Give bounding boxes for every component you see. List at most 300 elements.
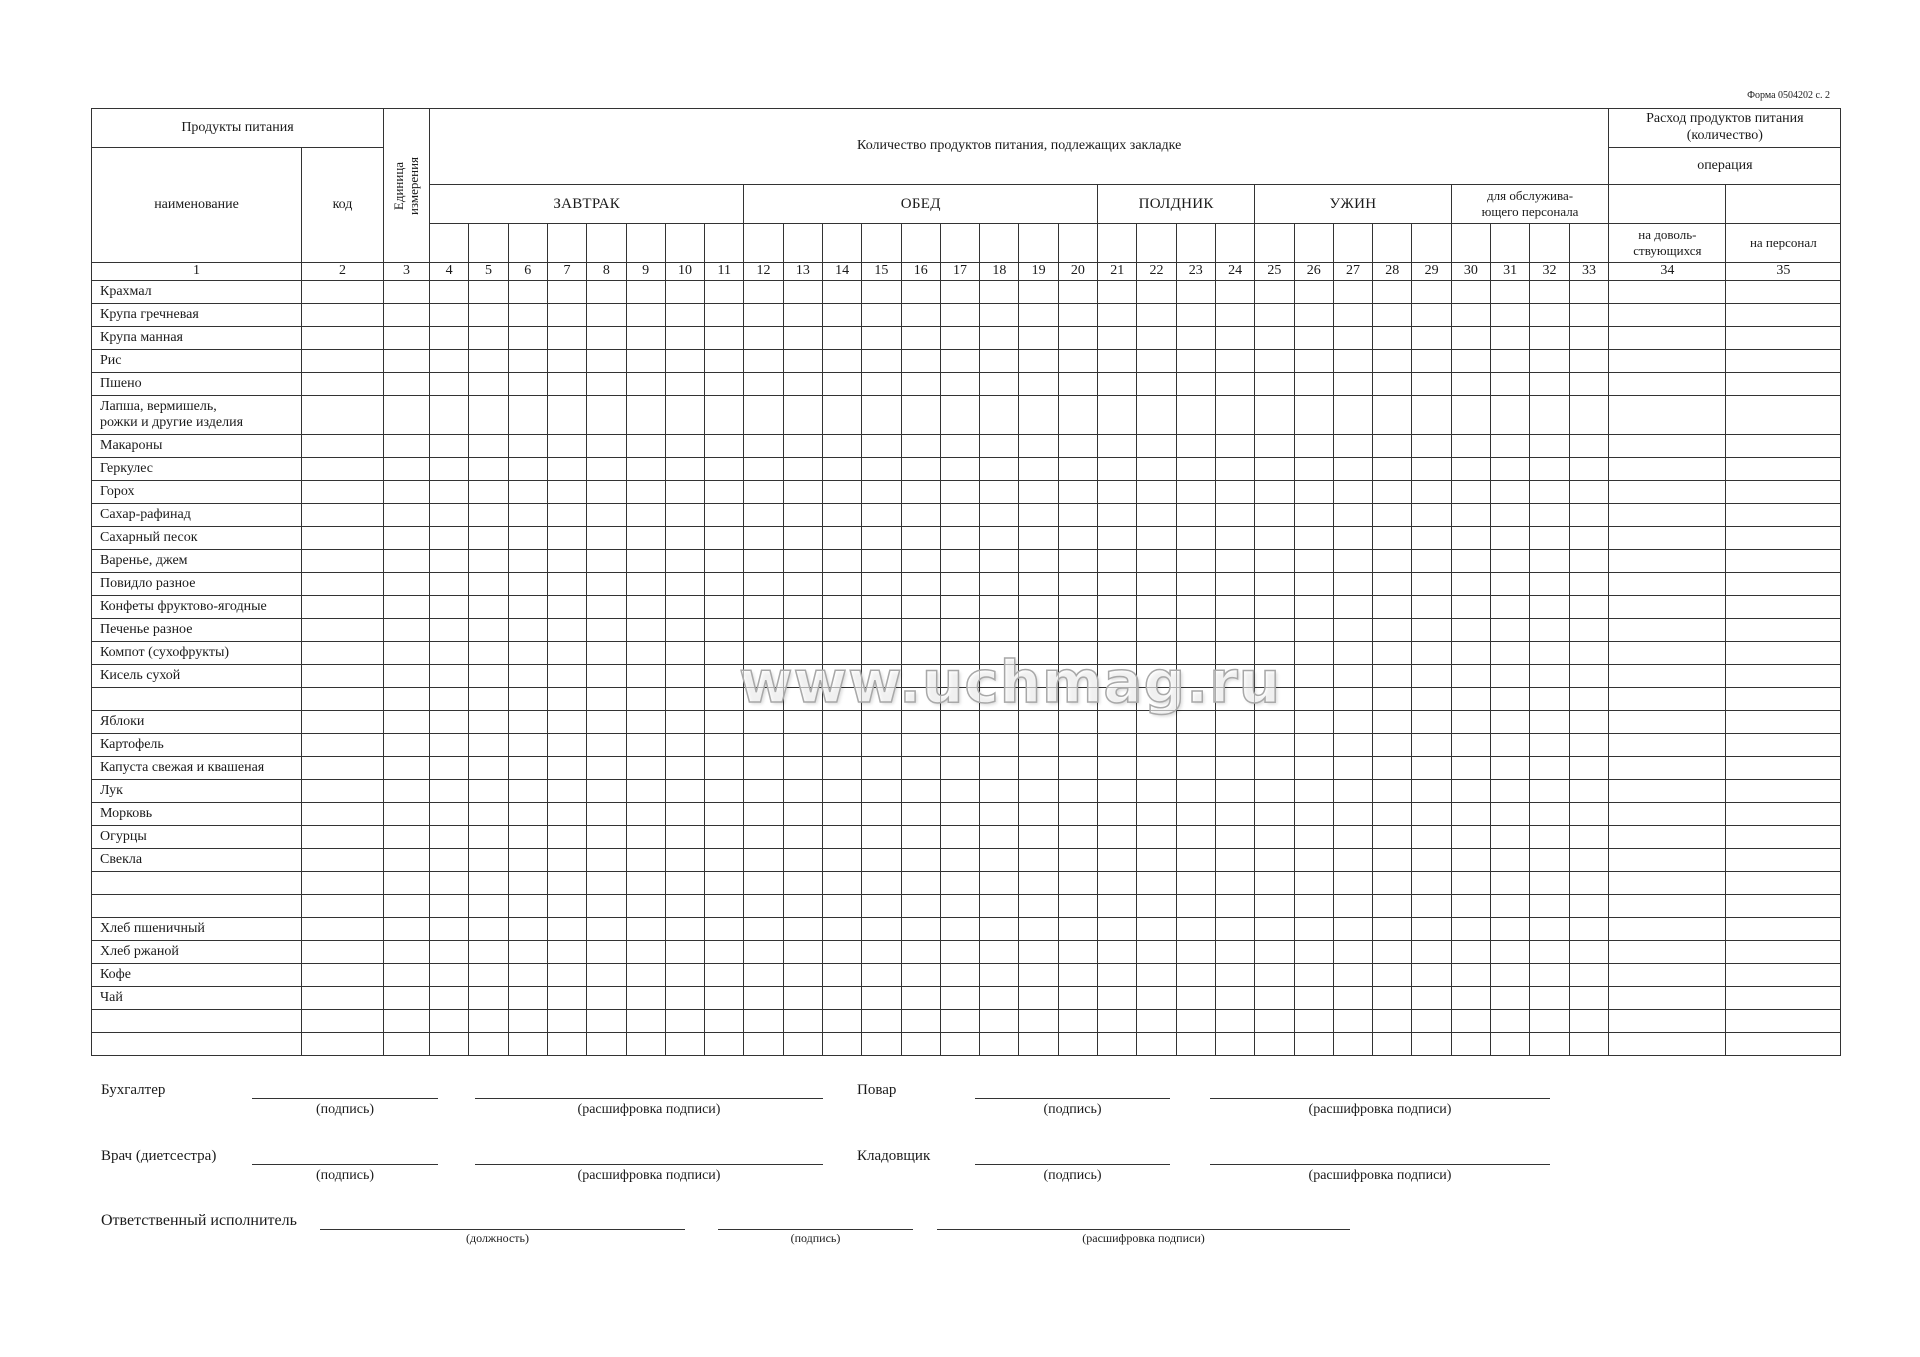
entry-cell[interactable] [1176,710,1215,733]
entry-cell[interactable] [1019,664,1058,687]
entry-cell[interactable] [1058,986,1097,1009]
entry-cell[interactable] [940,503,979,526]
entry-cell[interactable] [744,894,783,917]
entry-cell[interactable] [980,595,1019,618]
entry-cell[interactable] [705,395,744,434]
storekeeper-decoding-line[interactable] [1210,1164,1550,1165]
entry-cell[interactable] [1569,395,1609,434]
entry-cell[interactable] [1451,503,1490,526]
entry-cell[interactable] [1294,986,1333,1009]
entry-cell[interactable] [547,779,586,802]
entry-cell[interactable] [626,963,665,986]
entry-cell[interactable] [901,917,940,940]
entry-cell[interactable] [1137,349,1176,372]
entry-cell[interactable] [1333,756,1372,779]
entry-cell[interactable] [1333,687,1372,710]
entry-cell[interactable] [744,434,783,457]
entry-cell[interactable] [1255,595,1294,618]
entry-cell[interactable] [822,572,861,595]
entry-cell[interactable] [783,303,822,326]
entry-cell[interactable] [1373,457,1412,480]
entry-cell[interactable] [862,480,901,503]
entry-cell[interactable] [705,940,744,963]
entry-cell[interactable] [1726,779,1841,802]
entry-cell[interactable] [1530,526,1569,549]
entry-cell[interactable] [665,710,704,733]
entry-cell[interactable] [665,303,704,326]
entry-cell[interactable] [1215,641,1254,664]
entry-cell[interactable] [1019,963,1058,986]
entry-cell[interactable] [1137,1009,1176,1032]
entry-cell[interactable] [547,687,586,710]
entry-cell[interactable] [1373,871,1412,894]
entry-cell[interactable] [1451,395,1490,434]
entry-cell[interactable] [508,963,547,986]
entry-cell[interactable] [1255,779,1294,802]
entry-cell[interactable] [744,1009,783,1032]
entry-cell[interactable] [901,303,940,326]
entry-cell[interactable] [547,572,586,595]
entry-cell[interactable] [665,480,704,503]
entry-cell[interactable] [1609,572,1726,595]
entry-cell[interactable] [862,457,901,480]
entry-cell[interactable] [822,687,861,710]
entry-cell[interactable] [1412,710,1451,733]
entry-cell[interactable] [1333,595,1372,618]
entry-cell[interactable] [744,710,783,733]
entry-cell[interactable] [1530,802,1569,825]
entry-cell[interactable] [1726,572,1841,595]
entry-cell[interactable] [302,526,384,549]
entry-cell[interactable] [469,687,508,710]
entry-cell[interactable] [1019,641,1058,664]
entry-cell[interactable] [862,395,901,434]
entry-cell[interactable] [1137,326,1176,349]
entry-cell[interactable] [1569,940,1609,963]
entry-cell[interactable] [862,894,901,917]
entry-cell[interactable] [940,280,979,303]
entry-cell[interactable] [302,572,384,595]
entry-cell[interactable] [665,549,704,572]
entry-cell[interactable] [1176,503,1215,526]
entry-cell[interactable] [1412,756,1451,779]
entry-cell[interactable] [1412,1032,1451,1055]
entry-cell[interactable] [626,549,665,572]
entry-cell[interactable] [1726,595,1841,618]
entry-cell[interactable] [1098,963,1137,986]
entry-cell[interactable] [1491,280,1530,303]
entry-cell[interactable] [1569,894,1609,917]
entry-cell[interactable] [626,303,665,326]
entry-cell[interactable] [547,940,586,963]
entry-cell[interactable] [469,779,508,802]
entry-cell[interactable] [626,664,665,687]
entry-cell[interactable] [665,733,704,756]
entry-cell[interactable] [1098,825,1137,848]
entry-cell[interactable] [705,641,744,664]
entry-cell[interactable] [1451,618,1490,641]
entry-cell[interactable] [1294,572,1333,595]
entry-cell[interactable] [1215,1009,1254,1032]
entry-cell[interactable] [1058,963,1097,986]
entry-cell[interactable] [1530,986,1569,1009]
entry-cell[interactable] [1098,372,1137,395]
entry-cell[interactable] [1412,618,1451,641]
entry-cell[interactable] [940,779,979,802]
entry-cell[interactable] [1373,526,1412,549]
entry-cell[interactable] [587,894,626,917]
entry-cell[interactable] [1137,457,1176,480]
entry-cell[interactable] [508,549,547,572]
entry-cell[interactable] [430,326,469,349]
entry-cell[interactable] [1609,549,1726,572]
entry-cell[interactable] [302,825,384,848]
entry-cell[interactable] [1333,825,1372,848]
entry-cell[interactable] [980,687,1019,710]
entry-cell[interactable] [1333,549,1372,572]
entry-cell[interactable] [1726,733,1841,756]
entry-cell[interactable] [1255,618,1294,641]
entry-cell[interactable] [744,687,783,710]
entry-cell[interactable] [822,871,861,894]
entry-cell[interactable] [705,572,744,595]
entry-cell[interactable] [744,641,783,664]
entry-cell[interactable] [1609,664,1726,687]
entry-cell[interactable] [980,549,1019,572]
entry-cell[interactable] [744,549,783,572]
doctor-signature-line[interactable] [252,1164,438,1165]
entry-cell[interactable] [384,434,430,457]
entry-cell[interactable] [822,280,861,303]
entry-cell[interactable] [1215,871,1254,894]
entry-cell[interactable] [469,756,508,779]
entry-cell[interactable] [384,894,430,917]
entry-cell[interactable] [862,434,901,457]
entry-cell[interactable] [744,664,783,687]
entry-cell[interactable] [1137,963,1176,986]
entry-cell[interactable] [822,894,861,917]
entry-cell[interactable] [1333,917,1372,940]
entry-cell[interactable] [508,326,547,349]
entry-cell[interactable] [1530,395,1569,434]
entry-cell[interactable] [1098,503,1137,526]
entry-cell[interactable] [705,986,744,1009]
entry-cell[interactable] [1609,480,1726,503]
entry-cell[interactable] [980,871,1019,894]
entry-cell[interactable] [1451,733,1490,756]
entry-cell[interactable] [1215,986,1254,1009]
entry-cell[interactable] [822,825,861,848]
entry-cell[interactable] [547,349,586,372]
entry-cell[interactable] [1058,756,1097,779]
entry-cell[interactable] [1412,802,1451,825]
entry-cell[interactable] [1373,618,1412,641]
entry-cell[interactable] [1333,349,1372,372]
entry-cell[interactable] [1098,802,1137,825]
entry-cell[interactable] [1726,825,1841,848]
entry-cell[interactable] [1333,303,1372,326]
entry-cell[interactable] [1058,825,1097,848]
entry-cell[interactable] [940,710,979,733]
entry-cell[interactable] [705,372,744,395]
entry-cell[interactable] [587,349,626,372]
entry-cell[interactable] [705,779,744,802]
entry-cell[interactable] [1609,434,1726,457]
entry-cell[interactable] [940,802,979,825]
entry-cell[interactable] [1176,848,1215,871]
entry-cell[interactable] [744,349,783,372]
entry-cell[interactable] [940,871,979,894]
entry-cell[interactable] [744,480,783,503]
entry-cell[interactable] [1530,372,1569,395]
entry-cell[interactable] [1412,326,1451,349]
entry-cell[interactable] [1609,894,1726,917]
entry-cell[interactable] [430,595,469,618]
entry-cell[interactable] [469,986,508,1009]
entry-cell[interactable] [901,710,940,733]
entry-cell[interactable] [822,480,861,503]
entry-cell[interactable] [1530,618,1569,641]
entry-cell[interactable] [1491,687,1530,710]
entry-cell[interactable] [587,848,626,871]
entry-cell[interactable] [705,894,744,917]
entry-cell[interactable] [980,917,1019,940]
entry-cell[interactable] [1098,871,1137,894]
entry-cell[interactable] [1491,572,1530,595]
entry-cell[interactable] [430,349,469,372]
entry-cell[interactable] [430,802,469,825]
entry-cell[interactable] [1451,710,1490,733]
entry-cell[interactable] [665,457,704,480]
entry-cell[interactable] [1569,802,1609,825]
entry-cell[interactable] [1098,710,1137,733]
entry-cell[interactable] [469,710,508,733]
entry-cell[interactable] [1726,1009,1841,1032]
entry-cell[interactable] [822,940,861,963]
entry-cell[interactable] [980,710,1019,733]
entry-cell[interactable] [1491,372,1530,395]
entry-cell[interactable] [822,641,861,664]
entry-cell[interactable] [1491,526,1530,549]
entry-cell[interactable] [1373,349,1412,372]
entry-cell[interactable] [665,503,704,526]
entry-cell[interactable] [508,848,547,871]
entry-cell[interactable] [1373,848,1412,871]
entry-cell[interactable] [626,372,665,395]
entry-cell[interactable] [547,618,586,641]
entry-cell[interactable] [744,963,783,986]
entry-cell[interactable] [1412,779,1451,802]
entry-cell[interactable] [1609,1009,1726,1032]
entry-cell[interactable] [862,641,901,664]
entry-cell[interactable] [1530,641,1569,664]
entry-cell[interactable] [1019,940,1058,963]
entry-cell[interactable] [1215,503,1254,526]
entry-cell[interactable] [302,871,384,894]
entry-cell[interactable] [1726,871,1841,894]
entry-cell[interactable] [980,963,1019,986]
entry-cell[interactable] [547,1009,586,1032]
entry-cell[interactable] [940,687,979,710]
entry-cell[interactable] [430,457,469,480]
entry-cell[interactable] [508,917,547,940]
entry-cell[interactable] [1294,710,1333,733]
entry-cell[interactable] [1412,372,1451,395]
entry-cell[interactable] [1726,434,1841,457]
entry-cell[interactable] [384,1032,430,1055]
entry-cell[interactable] [822,963,861,986]
entry-cell[interactable] [1726,917,1841,940]
entry-cell[interactable] [744,1032,783,1055]
entry-cell[interactable] [822,372,861,395]
entry-cell[interactable] [744,572,783,595]
entry-cell[interactable] [901,480,940,503]
entry-cell[interactable] [1019,802,1058,825]
entry-cell[interactable] [1373,917,1412,940]
entry-cell[interactable] [1333,710,1372,733]
entry-cell[interactable] [1412,303,1451,326]
entry-cell[interactable] [1176,526,1215,549]
entry-cell[interactable] [1215,395,1254,434]
entry-cell[interactable] [1137,848,1176,871]
entry-cell[interactable] [587,549,626,572]
entry-cell[interactable] [626,986,665,1009]
entry-cell[interactable] [1294,395,1333,434]
entry-cell[interactable] [430,572,469,595]
entry-cell[interactable] [1176,986,1215,1009]
entry-cell[interactable] [1058,280,1097,303]
entry-cell[interactable] [1530,779,1569,802]
entry-cell[interactable] [1176,664,1215,687]
entry-cell[interactable] [469,825,508,848]
entry-cell[interactable] [1333,871,1372,894]
entry-cell[interactable] [744,503,783,526]
entry-cell[interactable] [940,664,979,687]
entry-cell[interactable] [1098,894,1137,917]
entry-cell[interactable] [1491,871,1530,894]
entry-cell[interactable] [940,986,979,1009]
entry-cell[interactable] [1412,595,1451,618]
entry-cell[interactable] [587,710,626,733]
entry-cell[interactable] [469,664,508,687]
entry-cell[interactable] [783,779,822,802]
entry-cell[interactable] [1726,503,1841,526]
entry-cell[interactable] [1255,917,1294,940]
entry-cell[interactable] [1373,1009,1412,1032]
entry-cell[interactable] [1294,280,1333,303]
entry-cell[interactable] [1255,641,1294,664]
entry-cell[interactable] [1609,503,1726,526]
entry-cell[interactable] [587,802,626,825]
entry-cell[interactable] [430,503,469,526]
entry-cell[interactable] [783,1009,822,1032]
entry-cell[interactable] [862,986,901,1009]
entry-cell[interactable] [1726,963,1841,986]
entry-cell[interactable] [1058,687,1097,710]
entry-cell[interactable] [626,280,665,303]
entry-cell[interactable] [547,434,586,457]
entry-cell[interactable] [940,894,979,917]
entry-cell[interactable] [1451,480,1490,503]
entry-cell[interactable] [547,894,586,917]
entry-cell[interactable] [1609,940,1726,963]
entry-cell[interactable] [1137,940,1176,963]
entry-cell[interactable] [1333,733,1372,756]
entry-cell[interactable] [587,641,626,664]
entry-cell[interactable] [822,457,861,480]
entry-cell[interactable] [1215,825,1254,848]
entry-cell[interactable] [1726,457,1841,480]
entry-cell[interactable] [901,1032,940,1055]
entry-cell[interactable] [1373,756,1412,779]
entry-cell[interactable] [1373,480,1412,503]
entry-cell[interactable] [508,710,547,733]
entry-cell[interactable] [1137,664,1176,687]
entry-cell[interactable] [665,871,704,894]
entry-cell[interactable] [302,1009,384,1032]
entry-cell[interactable] [901,940,940,963]
entry-cell[interactable] [302,894,384,917]
entry-cell[interactable] [783,618,822,641]
entry-cell[interactable] [1609,687,1726,710]
entry-cell[interactable] [508,572,547,595]
entry-cell[interactable] [822,917,861,940]
entry-cell[interactable] [980,641,1019,664]
entry-cell[interactable] [384,710,430,733]
entry-cell[interactable] [430,848,469,871]
entry-cell[interactable] [1019,687,1058,710]
entry-cell[interactable] [862,664,901,687]
entry-cell[interactable] [302,372,384,395]
entry-cell[interactable] [940,434,979,457]
entry-cell[interactable] [1726,618,1841,641]
entry-cell[interactable] [705,326,744,349]
entry-cell[interactable] [1569,549,1609,572]
entry-cell[interactable] [1491,756,1530,779]
entry-cell[interactable] [430,756,469,779]
entry-cell[interactable] [1491,710,1530,733]
entry-cell[interactable] [302,687,384,710]
entry-cell[interactable] [430,372,469,395]
entry-cell[interactable] [384,963,430,986]
entry-cell[interactable] [1215,756,1254,779]
entry-cell[interactable] [1058,618,1097,641]
entry-cell[interactable] [384,664,430,687]
entry-cell[interactable] [430,664,469,687]
entry-cell[interactable] [469,526,508,549]
entry-cell[interactable] [1294,457,1333,480]
entry-cell[interactable] [384,503,430,526]
entry-cell[interactable] [1373,641,1412,664]
entry-cell[interactable] [1333,480,1372,503]
entry-cell[interactable] [1215,664,1254,687]
entry-cell[interactable] [1215,963,1254,986]
entry-cell[interactable] [1609,825,1726,848]
entry-cell[interactable] [1058,372,1097,395]
entry-cell[interactable] [705,434,744,457]
entry-cell[interactable] [1451,871,1490,894]
entry-cell[interactable] [547,848,586,871]
entry-cell[interactable] [1530,595,1569,618]
entry-cell[interactable] [665,940,704,963]
entry-cell[interactable] [587,480,626,503]
entry-cell[interactable] [1569,664,1609,687]
entry-cell[interactable] [469,917,508,940]
entry-cell[interactable] [1058,349,1097,372]
entry-cell[interactable] [1098,618,1137,641]
entry-cell[interactable] [1294,733,1333,756]
cook-decoding-line[interactable] [1210,1098,1550,1099]
